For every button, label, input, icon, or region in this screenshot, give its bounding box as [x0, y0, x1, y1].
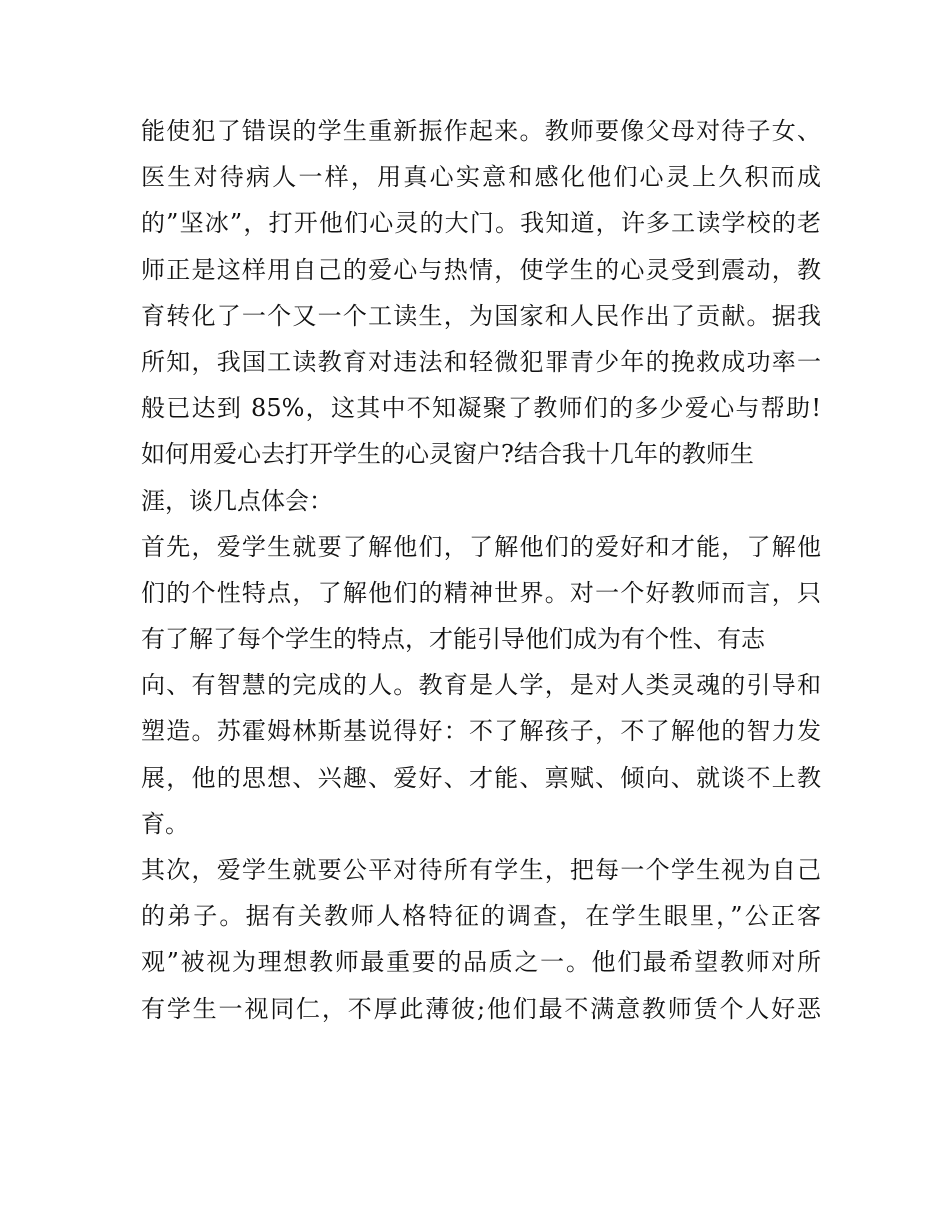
text-line: 所知，我国工读教育对违法和轻微犯罪青少年的挽救成功率一 [141, 347, 821, 376]
text-line: 展，他的思想、兴趣、爱好、才能、禀赋、倾向、就谈不上教 [141, 763, 821, 792]
text-line: 首先，爱学生就要了解他们，了解他们的爱好和才能，了解他 [141, 532, 821, 561]
text-line: 其次，爱学生就要公平对待所有学生，把每一个学生视为自己 [141, 856, 821, 884]
text-line: 涯，谈几点体会： [141, 486, 333, 515]
text-line: 师正是这样用自己的爱心与热情，使学生的心灵受到震动，教 [141, 255, 821, 284]
text-line: 塑造。苏霍姆林斯基说得好：不了解孩子，不了解他的智力发 [141, 717, 821, 746]
text-line: 的”坚冰”，打开他们心灵的大门。我知道，许多工读学校的老 [141, 209, 821, 238]
text-line: 向、有智慧的完成的人。教育是人学，是对人类灵魂的引导和 [141, 671, 821, 700]
text-line: 们的个性特点，了解他们的精神世界。对一个好教师而言，只 [141, 578, 821, 607]
text-line: 医生对待病人一样，用真心实意和感化他们心灵上久积而成 [141, 163, 821, 192]
text-line: 如何用爱心去打开学生的心灵窗户?结合我十几年的教师生 [141, 440, 754, 469]
text-line: 有了解了每个学生的特点，才能引导他们成为有个性、有志 [141, 625, 765, 654]
text-line: 育转化了一个又一个工读生，为国家和人民作出了贡献。据我 [141, 301, 821, 330]
text-line: 观”被视为理想教师最重要的品质之一。他们最希望教师对所 [141, 948, 821, 977]
text-line: 的弟子。据有关教师人格特征的调查，在学生眼里，”公正客 [141, 902, 821, 931]
text-line: 般已达到 85%，这其中不知凝聚了教师们的多少爱心与帮助! [141, 394, 821, 423]
text-line: 有学生一视同仁，不厚此薄彼;他们最不满意教师赁个人好恶 [141, 994, 821, 1023]
text-line: 能使犯了错误的学生重新振作起来。教师要像父母对待子女、 [141, 117, 821, 145]
body-text [141, 108, 821, 1032]
text-line: 育。 [141, 809, 189, 838]
